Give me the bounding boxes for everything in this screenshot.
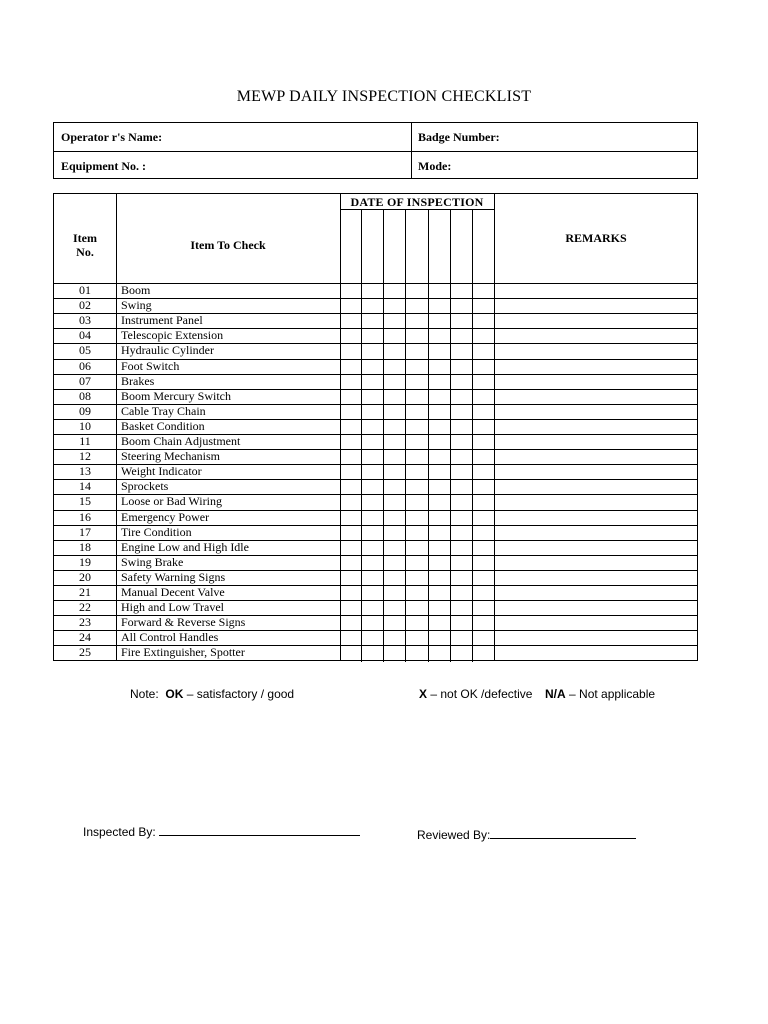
item-no-header-line1: Item <box>73 231 97 245</box>
item-to-check: Weight Indicator <box>121 464 202 479</box>
item-number: 13 <box>79 464 91 479</box>
table-row <box>54 479 697 494</box>
inspected-by-label: Inspected By: <box>83 825 156 839</box>
ok-description: – satisfactory / good <box>186 687 295 701</box>
item-to-check: Cable Tray Chain <box>121 403 206 418</box>
ok-code: OK <box>165 687 184 701</box>
table-row <box>54 343 697 358</box>
table-row <box>54 464 697 479</box>
item-to-check: Hydraulic Cylinder <box>121 343 214 358</box>
mode-label: Mode: <box>418 159 452 173</box>
table-row <box>54 313 697 328</box>
item-number: 07 <box>79 373 91 388</box>
item-to-check: Sprockets <box>121 479 169 494</box>
table-row <box>54 298 697 313</box>
item-to-check: High and Low Travel <box>121 600 224 615</box>
item-to-check: Telescopic Extension <box>121 328 224 343</box>
legend-ok <box>130 687 294 701</box>
item-number: 21 <box>79 585 91 599</box>
item-to-check: Instrument Panel <box>121 313 203 328</box>
table-row <box>54 494 697 509</box>
item-number: 23 <box>79 615 91 630</box>
table-row <box>54 283 697 298</box>
item-to-check: Boom Chain Adjustment <box>121 434 241 448</box>
item-number: 09 <box>79 403 91 418</box>
reviewed-by-field[interactable] <box>417 826 636 842</box>
item-number: 24 <box>79 630 91 645</box>
item-number: 20 <box>79 569 91 584</box>
item-to-check-header: Item To Check <box>190 238 266 252</box>
table-row <box>54 510 697 525</box>
table-row <box>54 359 697 374</box>
item-number: 11 <box>79 434 91 448</box>
item-to-check: Boom Mercury Switch <box>121 388 231 403</box>
item-number: 18 <box>79 539 91 554</box>
item-number: 04 <box>79 328 91 343</box>
note-prefix: Note: <box>130 687 159 701</box>
item-number: 22 <box>79 600 91 615</box>
badge-number-label: Badge Number: <box>418 130 500 144</box>
item-to-check: Manual Decent Valve <box>121 585 225 599</box>
table-row <box>54 600 697 615</box>
item-number: 15 <box>79 494 91 509</box>
operator-info-table <box>53 122 698 179</box>
equipment-number-label: Equipment No. : <box>61 159 147 173</box>
item-number: 14 <box>79 479 91 494</box>
item-number: 05 <box>79 343 91 358</box>
item-to-check: Engine Low and High Idle <box>121 539 249 554</box>
table-row <box>54 434 697 449</box>
table-row <box>54 540 697 555</box>
na-description: – Not applicable <box>569 687 656 701</box>
item-to-check: Swing <box>121 298 152 313</box>
table-row <box>54 525 697 540</box>
document-title: MEWP DAILY INSPECTION CHECKLIST <box>236 88 532 105</box>
table-row <box>54 585 697 600</box>
item-to-check: Fire Extinguisher, Spotter <box>121 645 245 660</box>
inspected-by-line[interactable] <box>159 823 360 836</box>
item-to-check: All Control Handles <box>121 630 219 645</box>
operator-name-label: Operator r's Name: <box>61 130 163 144</box>
table-row <box>54 570 697 585</box>
table-row <box>54 645 697 660</box>
table-row <box>54 630 697 645</box>
inspection-table <box>53 193 698 661</box>
date-of-inspection-header: DATE OF INSPECTION <box>350 195 484 209</box>
table-row <box>54 419 697 434</box>
item-no-header-line2: No. <box>76 245 94 259</box>
item-to-check: Foot Switch <box>121 358 180 373</box>
x-description: – not OK /defective <box>430 687 533 701</box>
table-row <box>54 374 697 389</box>
item-number: 16 <box>79 509 91 524</box>
item-to-check: Forward & Reverse Signs <box>121 615 246 630</box>
na-code: N/A <box>545 687 566 701</box>
legend-x <box>419 687 532 701</box>
item-number: 03 <box>79 313 91 328</box>
item-to-check: Steering Mechanism <box>121 449 220 464</box>
item-number: 02 <box>79 298 91 313</box>
item-to-check: Boom <box>121 283 151 297</box>
info-row-2 <box>54 151 697 180</box>
item-number: 25 <box>79 645 91 660</box>
item-to-check: Emergency Power <box>121 509 210 524</box>
item-to-check: Brakes <box>121 373 155 388</box>
item-to-check: Basket Condition <box>121 418 205 433</box>
item-number: 17 <box>79 524 91 539</box>
legend-na <box>545 687 655 701</box>
info-row-1 <box>54 123 697 151</box>
reviewed-by-line[interactable] <box>490 826 636 839</box>
item-number: 19 <box>79 554 91 569</box>
item-number: 01 <box>79 283 91 297</box>
item-to-check: Safety Warning Signs <box>121 569 226 584</box>
table-row <box>54 615 697 630</box>
table-row <box>54 328 697 343</box>
table-row <box>54 404 697 419</box>
item-to-check: Loose or Bad Wiring <box>121 494 222 509</box>
item-no-header <box>54 231 116 259</box>
item-number: 12 <box>79 449 91 464</box>
inspected-by-field[interactable] <box>83 823 360 839</box>
item-to-check: Tire Condition <box>121 524 192 539</box>
x-code: X <box>419 687 428 701</box>
table-row <box>54 449 697 464</box>
item-number: 08 <box>79 388 91 403</box>
item-to-check: Swing Brake <box>121 554 184 569</box>
item-number: 06 <box>79 358 91 373</box>
remarks-header: REMARKS <box>565 231 627 245</box>
reviewed-by-label: Reviewed By: <box>417 828 491 842</box>
table-row <box>54 555 697 570</box>
item-number: 10 <box>79 418 91 433</box>
table-row <box>54 389 697 404</box>
